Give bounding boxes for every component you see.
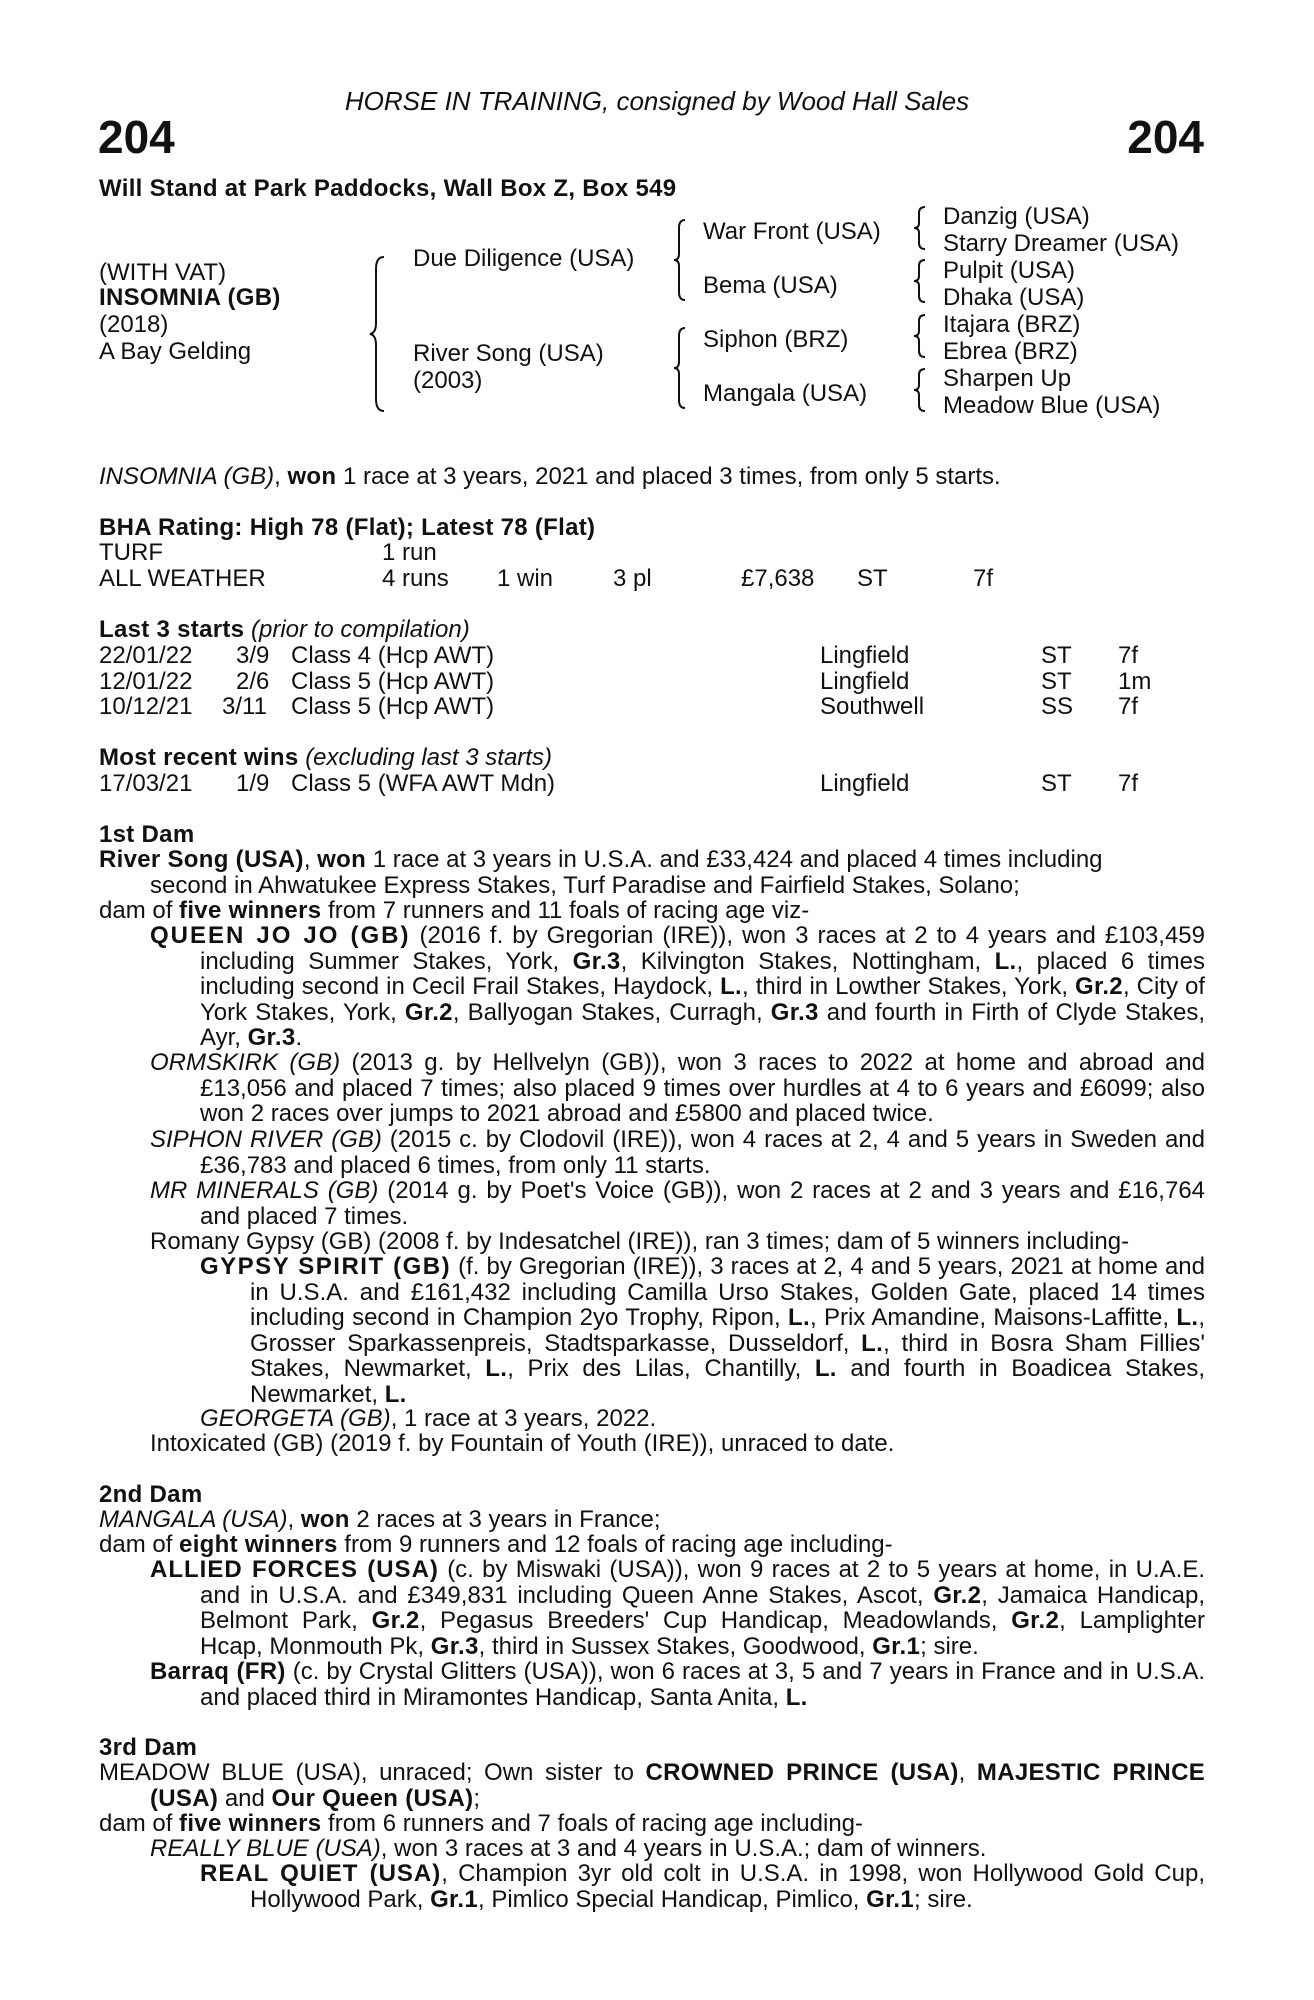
progeny-text: ; sire.: [920, 1632, 979, 1660]
grade-badge: Gr.2: [1011, 1607, 1060, 1634]
pedigree-dam-year: (2003): [413, 367, 483, 394]
start-position: 3/11: [222, 693, 267, 720]
progeny-name: ORMSKIRK (GB): [150, 1049, 341, 1076]
dam-of-suffix: from 9 runners and 12 foals of racing age including-: [337, 1531, 893, 1558]
progeny-ormskirk: [150, 1050, 1205, 1127]
listed-badge: L.: [720, 973, 743, 1000]
progeny-name: MR MINERALS (GB): [150, 1177, 379, 1204]
grade-badge: Gr.1: [872, 1632, 921, 1660]
progeny-text: , third in Lowther Stakes, York,: [742, 973, 1076, 1000]
progeny-text: , Lamplighter Hcap, Monmouth Pk,: [200, 1607, 1205, 1660]
pedigree-brace-main: [368, 255, 388, 413]
lot-number-right: 204: [1127, 111, 1204, 163]
sibling-name: MAJESTIC PRINCE (USA): [150, 1759, 1206, 1812]
progeny-barraq: [150, 1659, 1205, 1710]
progeny-text: (2015 c. by Clodovil (IRE)), won 4 races at 2, 4 and 5 years in Sweden and £36,783 and placed 6 times, from only 11 starts.: [200, 1126, 1206, 1179]
progeny-name: REAL QUIET (USA): [200, 1860, 442, 1887]
progeny-name: QUEEN JO JO (GB): [150, 922, 411, 949]
progeny-text: , 1 race at 3 years, 2022.: [390, 1405, 657, 1432]
pedigree-dam: River Song (USA): [413, 340, 604, 367]
progeny-georgeta: [200, 1406, 656, 1432]
recent-heading-line: [99, 745, 552, 771]
rating-surface: TURF: [99, 539, 163, 566]
dam1-heading: 1st Dam: [99, 821, 195, 848]
progeny-text: , Prix des Lilas, Chantilly,: [507, 1355, 815, 1382]
listed-badge: L.: [788, 1304, 810, 1331]
progeny-name: ALLIED FORCES (USA): [150, 1556, 439, 1583]
progeny-text: , Prix Amandine, Maisons-Laffitte,: [809, 1304, 1177, 1331]
rating-heading: BHA Rating: High 78 (Flat); Latest 78 (Flat): [99, 514, 596, 541]
pedigree-dss: Itajara (BRZ): [943, 311, 1081, 338]
dam-of-suffix: from 7 runners and 11 foals of racing age viz-: [321, 897, 810, 924]
pedigree-brace-sire: [672, 218, 688, 302]
grade-badge: Gr.3: [430, 1632, 479, 1660]
listed-badge: L.: [485, 1355, 508, 1382]
progeny-gypsy-spirit: [200, 1254, 1205, 1407]
pedigree-brace-sd: [912, 258, 928, 304]
dam3-dam-of: [99, 1811, 863, 1837]
grade-badge: Gr.2: [1075, 973, 1123, 1000]
horse-year: (2018): [99, 311, 169, 338]
start-position: 2/6: [236, 668, 270, 695]
separator: ;: [473, 1784, 481, 1812]
win-position: 1/9: [236, 770, 270, 797]
grade-badge: Gr.3: [572, 947, 621, 975]
win-going: ST: [1041, 770, 1072, 797]
dam2-heading: 2nd Dam: [99, 1481, 203, 1508]
progeny-allied-forces: [150, 1557, 1205, 1659]
progeny-text: , City of York Stakes, York,: [200, 973, 1206, 1026]
pedigree-sss: Danzig (USA): [943, 203, 1090, 230]
dam-of-winners: eight winners: [179, 1531, 338, 1558]
progeny-text: , Champion 3yr old colt in U.S.A. in 1998, won Hollywood Gold Cup, Hollywood Park,: [250, 1860, 1206, 1913]
start-date: 22/01/22: [99, 642, 193, 669]
progeny-text: (2013 g. by Hellvelyn (GB)), won 3 races to 2022 at home and abroad and £13,056 and placed 7 times; also placed 9 times over hurdles at 4 to 6 years and £6099; also won 2 races over jumps to 2021 abroad and £5800 and placed twice.: [200, 1049, 1206, 1127]
pedigree-sdd: Dhaka (USA): [943, 284, 1085, 311]
win-race: Class 5 (WFA AWT Mdn): [291, 770, 556, 797]
page-header: HORSE IN TRAINING, consigned by Wood Hall Sales: [344, 86, 970, 116]
progeny-intoxicated: Intoxicated (GB) (2019 f. by Fountain of Youth (IRE)), unraced to date.: [150, 1430, 895, 1457]
sibling-name: Our Queen (USA): [271, 1784, 474, 1812]
summary-horse-name: INSOMNIA (GB): [99, 463, 275, 490]
dam-of-prefix: dam of: [99, 897, 180, 924]
start-race: Class 4 (Hcp AWT): [291, 642, 495, 669]
pedigree-sds: Pulpit (USA): [943, 257, 1076, 284]
progeny-text: , Pimlico Special Handicap, Pimlico,: [477, 1885, 867, 1913]
dam1-intro-line2: second in Ahwatukee Express Stakes, Turf Paradise and Fairfield Stakes, Solano;: [150, 872, 1020, 899]
dam-of-winners: five winners: [179, 1810, 322, 1837]
grade-badge: Gr.3: [247, 1024, 296, 1051]
start-going: ST: [1041, 668, 1072, 695]
vat-note: (WITH VAT): [99, 259, 227, 286]
sibling-name: CROWNED PRINCE (USA): [645, 1759, 959, 1786]
pedigree-sire: Due Diligence (USA): [413, 245, 635, 272]
start-course: Lingfield: [820, 642, 910, 669]
progeny-really-blue: [150, 1836, 986, 1862]
listed-badge: L.: [814, 1355, 837, 1382]
progeny-text: (c. by Crystal Glitters (USA)), won 6 races at 3, 5 and 7 years in France and in U.S.A. and placed third in Miramontes Handicap, Santa Anita,: [200, 1658, 1206, 1711]
dam-of-winners: five winners: [179, 897, 322, 924]
grade-badge: Gr.2: [933, 1581, 982, 1609]
pedigree-dsd: Ebrea (BRZ): [943, 338, 1078, 365]
progeny-name: REALLY BLUE (USA): [150, 1835, 381, 1862]
dam2-name: MANGALA (USA): [99, 1506, 288, 1533]
progeny-text: (2014 g. by Poet's Voice (GB)), won 2 races at 2 and 3 years and £16,764 and placed 7 times.: [200, 1177, 1206, 1230]
separator: and: [218, 1784, 272, 1812]
progeny-text: , Jamaica Handicap, Belmont Park,: [200, 1581, 1205, 1634]
win-distance: 7f: [1118, 770, 1139, 797]
dam1-won: won: [317, 846, 367, 873]
win-course: Lingfield: [820, 770, 910, 797]
dam1-intro-text: 1 race at 3 years in U.S.A. and £33,424 and placed 4 times including: [366, 846, 1103, 873]
start-race: Class 5 (Hcp AWT): [291, 668, 495, 695]
progeny-romany-gypsy: Romany Gypsy (GB) (2008 f. by Indesatchel (IRE)), ran 3 times; dam of 5 winners including-: [150, 1228, 1130, 1255]
progeny-name: Barraq (FR): [150, 1658, 286, 1685]
dam-of-prefix: dam of: [99, 1810, 180, 1837]
start-position: 3/9: [236, 642, 270, 669]
dam1-intro-line1: River Song (USA), won 1 race at 3 years in U.S.A. and £33,424 and placed 4 times including: [99, 846, 1103, 873]
pedigree-brace-dam: [672, 326, 688, 410]
progeny-text: and fourth in Firth of Clyde Stakes, Ayr,: [200, 998, 1205, 1051]
pedigree-sire-dam: Bema (USA): [703, 272, 838, 299]
grade-badge: Gr.3: [770, 998, 819, 1026]
recent-note: (excluding last 3 starts): [305, 744, 552, 771]
lot-number-left: 204: [98, 111, 175, 163]
progeny-text: (c. by Miswaki (USA)), won 9 races at 2 to 5 years at home, in U.A.E. and in U.S.A. and £349,831 including Queen Anne Stakes, Ascot,: [200, 1556, 1206, 1609]
rating-distance: 7f: [973, 565, 994, 592]
start-distance: 7f: [1118, 642, 1139, 669]
pedigree-sire-sire: War Front (USA): [703, 218, 881, 245]
progeny-name: GEORGETA (GB): [200, 1405, 391, 1432]
last3-heading-line: [99, 617, 470, 643]
progeny-siphon-river: [150, 1127, 1205, 1178]
horse-name: INSOMNIA (GB): [99, 284, 281, 311]
pedigree-dam-dam: Mangala (USA): [703, 380, 868, 407]
progeny-text: , Kilvington Stakes, Nottingham,: [620, 947, 995, 975]
progeny-name: SIPHON RIVER (GB): [150, 1126, 382, 1153]
start-distance: 1m: [1118, 668, 1152, 695]
progeny-real-quiet: [200, 1861, 1205, 1912]
start-going: ST: [1041, 642, 1072, 669]
rating-wins: 1 win: [497, 565, 554, 592]
dam2-intro: MANGALA (USA), won 2 races at 3 years in France;: [99, 1506, 661, 1533]
start-date: 10/12/21: [99, 693, 193, 720]
progeny-text: , Grosser Sparkassenpreis, Stadtsparkasse, Dusseldorf,: [250, 1304, 1206, 1357]
listed-badge: L.: [1176, 1304, 1199, 1331]
progeny-text: ; sire.: [914, 1885, 973, 1913]
rating-going: ST: [857, 565, 888, 592]
rating-surface: ALL WEATHER: [99, 565, 266, 592]
start-course: Southwell: [820, 693, 925, 720]
race-summary: INSOMNIA (GB), won 1 race at 3 years, 2021 and placed 3 times, from only 5 starts.: [99, 463, 1001, 490]
start-date: 12/01/22: [99, 668, 193, 695]
dam2-dam-of: [99, 1532, 893, 1558]
horse-description: A Bay Gelding: [99, 338, 252, 365]
pedigree-brace-dd: [912, 367, 928, 413]
listed-badge: L.: [861, 1329, 884, 1357]
progeny-text: .: [295, 1024, 303, 1051]
progeny-text: and fourth in Boadicea Stakes, Newmarket,: [250, 1355, 1205, 1408]
pedigree-brace-ss: [912, 205, 928, 251]
progeny-text: , Pegasus Breeders' Cup Handicap, Meadowlands,: [419, 1607, 1012, 1634]
dam-of-suffix: from 6 runners and 7 foals of racing age including-: [321, 1810, 864, 1837]
dam1-name: River Song (USA): [99, 846, 304, 873]
listed-badge: L.: [384, 1380, 407, 1408]
dam2-text: 2 races at 3 years in France;: [349, 1506, 661, 1533]
summary-won: won: [287, 463, 337, 490]
pedigree-brace-ds: [912, 313, 928, 359]
dam2-won: won: [300, 1506, 350, 1533]
progeny-mr-minerals: [150, 1178, 1205, 1229]
pedigree-ddd: Meadow Blue (USA): [943, 392, 1161, 419]
grade-badge: Gr.2: [371, 1607, 420, 1634]
rating-runs: 4 runs: [382, 565, 449, 592]
pedigree-dds: Sharpen Up: [943, 365, 1072, 392]
listed-badge: L.: [785, 1683, 808, 1711]
progeny-queen-jo-jo: [150, 923, 1205, 1051]
stand-location: Will Stand at Park Paddocks, Wall Box Z, Box 549: [99, 175, 677, 202]
progeny-text: (f. by Gregorian (IRE)), 3 races at 2, 4 and 5 years, 2021 at home and in U.S.A. and £161,432 including Camilla Urso Stakes, Golden Gate, placed 14 times including second in Champion 2yo Trophy, Ripon,: [250, 1253, 1205, 1331]
start-race: Class 5 (Hcp AWT): [291, 693, 495, 720]
last3-heading: Last 3 starts: [99, 616, 245, 643]
start-going: SS: [1041, 693, 1074, 720]
rating-placings: 3 pl: [613, 565, 652, 592]
start-distance: 7f: [1118, 693, 1139, 720]
progeny-text: (2016 f. by Gregorian (IRE)), won 3 races at 2 to 4 years and £103,459 including Summer Stakes, York,: [200, 922, 1205, 975]
dam3-intro-text: MEADOW BLUE (USA), unraced; Own sister to: [99, 1759, 646, 1786]
last3-note: (prior to compilation): [250, 616, 470, 643]
summary-text: 1 race at 3 years, 2021 and placed 3 times, from only 5 starts.: [336, 463, 1001, 490]
progeny-text: , third in Sussex Stakes, Goodwood,: [478, 1632, 873, 1660]
listed-badge: L.: [994, 947, 1017, 975]
progeny-text: , placed 6 times including second in Cecil Frail Stakes, Haydock,: [200, 947, 1205, 1000]
rating-runs: 1 run: [382, 539, 437, 566]
dam-of-prefix: dam of: [99, 1531, 180, 1558]
win-date: 17/03/21: [99, 770, 193, 797]
progeny-text: , won 3 races at 3 and 4 years in U.S.A.; dam of winners.: [380, 1835, 987, 1862]
rating-prize: £7,638: [741, 565, 815, 592]
recent-heading: Most recent wins: [99, 744, 299, 771]
grade-badge: Gr.2: [404, 998, 453, 1026]
separator: ,: [958, 1759, 977, 1786]
dam1-dam-of: [99, 898, 809, 924]
grade-badge: Gr.1: [866, 1885, 915, 1913]
start-course: Lingfield: [820, 668, 910, 695]
progeny-name: GYPSY SPIRIT (GB): [200, 1253, 452, 1280]
progeny-text: , Ballyogan Stakes, Curragh,: [452, 998, 771, 1026]
progeny-text: , third in Bosra Sham Fillies' Stakes, Newmarket,: [250, 1329, 1205, 1382]
dam3-heading: 3rd Dam: [99, 1734, 198, 1761]
pedigree-ssd: Starry Dreamer (USA): [943, 230, 1180, 257]
grade-badge: Gr.1: [430, 1885, 478, 1913]
dam3-intro: [99, 1760, 1205, 1811]
pedigree-dam-sire: Siphon (BRZ): [703, 326, 849, 353]
